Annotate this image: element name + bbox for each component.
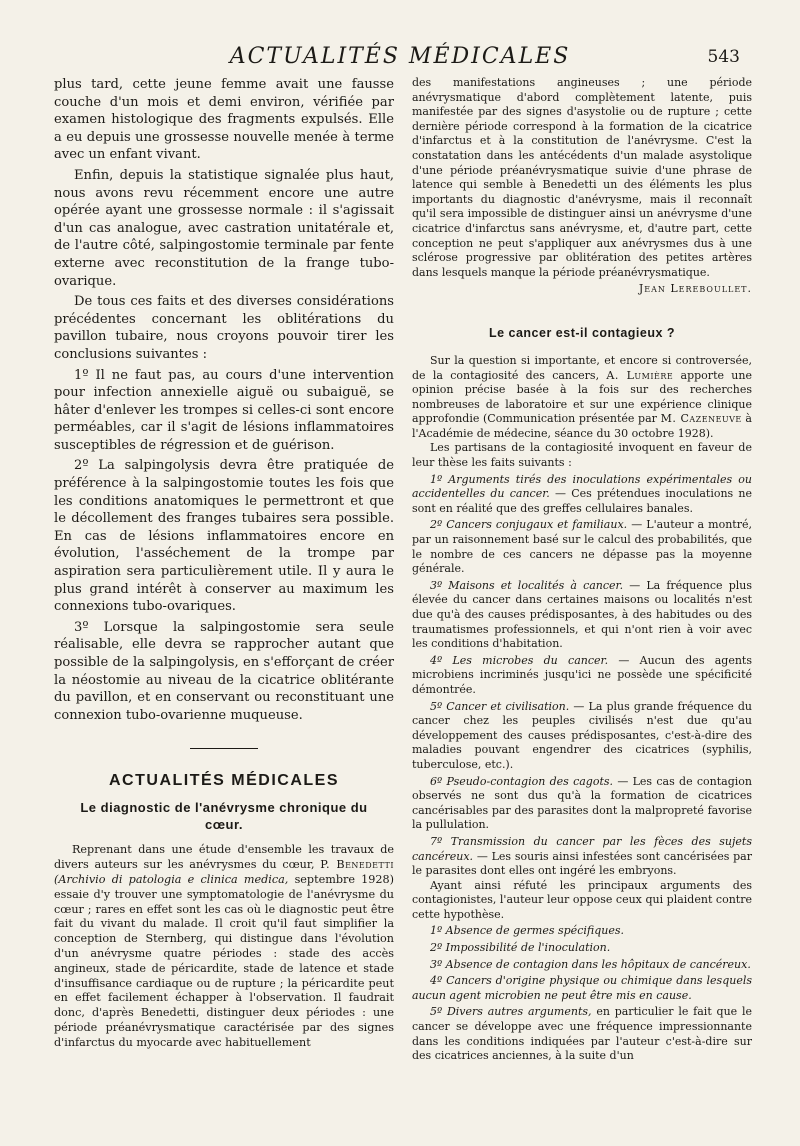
counter-argument-item [412,941,752,956]
counter-argument-title: 4º Cancers d'origine physique ou chimique dans lesquels aucun agent microbien ne peut être mis en cause. [412,974,752,1002]
argument-text: — La plus grande fréquence du cancer chez les peuples civilisés n'est due qu'au développement des causes prédisposantes, c'est-à-dire des maladies pouvant engendrer des cicatrices (syphilis, tuberculose, etc.). [412,699,753,771]
argument-text: — Ces prétendues inoculations ne sont en réalité que des greffes cellulaires banales. [412,487,753,515]
argument-item [412,835,752,879]
counter-argument-title: 3º Absence de contagion dans les hôpitaux de cancéreux. [430,957,751,971]
article-text: Reprenant dans une étude d'ensemble les travaux de divers auteurs sur les anévrysmes du cœur, [54,843,394,872]
article-text: apporte une opinion précise basée à la fois sur des recherches nombreuses de laboratoire et sur une expérience clinique approfondie (Communication présentée par [412,368,752,426]
counter-argument-title: 1º Absence de germes spécifiques. [430,924,624,938]
argument-title: 3º Maisons et localités à cancer. [430,578,624,592]
article-text: à l'Académie de médecine, séance du 30 octobre 1928). [412,412,752,440]
conclusion-2: 2º La salpingolysis devra être pratiquée de préférence à la salpingostomie toutes les fois que les conditions anatomiques le permettront et que le décollement des franges tubaires sera possible. En cas de lésions inflammatoires encore en évolution, l'asséchement de la trompe par aspiration sera particulièrement utile. Il y aura le plus grand intérêt à conserver au maximum les connexions tubo-ovariques. [54,458,394,615]
author-name: A. Lumière [606,368,674,382]
section-heading: ACTUALITÉS MÉDICALES [109,772,339,790]
right-column [412,76,752,1064]
argument-text: — La fréquence plus élevée du cancer dans certaines maisons ou localités n'est due qu'à des causes prédisposantes, à des habitudes ou des traumatismes professionnels, et qui n'ont rien à voir avec les conditions d'habitation. [412,578,752,651]
author-name: P. Benedetti [320,858,394,872]
argument-text: — Les souris ainsi infestées sont cancérisées par le parasites dont elles ont ingéré les embryons. [412,849,752,878]
article-title-cancer: Le cancer est-il contagieux ? [488,325,676,340]
partisans-paragraph: Les partisans de la contagiosité invoquent en faveur de leur thèse les faits suivants : [412,441,752,470]
section-divider [190,748,258,749]
argument-title: 4º Les microbes du cancer. [430,653,609,667]
article-text: Sur la question si importante, et encore si controversée, de la contagiosité des cancers, [412,353,752,382]
counter-argument-title: 5º Divers autres arguments, [430,1005,592,1019]
counter-argument-title: 2º Impossibilité de l'inoculation. [430,941,611,955]
continued-paragraph: plus tard, cette jeune femme avait une fausse couche d'un mois et demi environ, vérifiée par examen histologique des fragments expulsés. Elle a eu depuis une grossesse nouvelle menée à terme avec un enfant vivant. [54,77,394,163]
continued-paragraph-right: des manifestations angineuses ; une période anévrysmatique d'abord complètement latente, puis manifestée par des signes d'asystolie ou de rupture ; cette dernière période correspond à la formation de la cicatrice d'infarctus et à la constitution de l'anévrysme. C'est la constatation dans les antécédents d'un malade asystolique d'une période préanévrysmatique suivie d'une phrase de latence qui semble à Benedetti un des éléments les plus importants du diagnostic d'anévrysme, mais il reconnaît qu'il sera impossible de distinguer ainsi un anévrysme d'une cicatrice d'infarctus sans anévrysme, et, d'autre part, cette conception ne peut s'appliquer aux anévrysmes dus à une sclérose progressive par oblitération des petites artères dans lesquels manque la période préanévrysmatique. [412,76,752,279]
counter-argument-item [412,924,752,939]
argument-text: — Aucun des agents microbiens incriminés jusqu'ici ne possède une spécificité démontrée. [412,653,752,696]
author-signature: Jean Lereboullet. [638,282,752,296]
article-text: septembre 1928) essaie d'y trouver une symptomatologie de l'anévrysme du cœur ; rares en effet sont les cas où le diagnostic peut être fait du vivant du malade. Il croit qu'il faut simplifier la conception de Sternberg, qui distingue dans l'évolution d'un anévrysme quatre périodes : stade des accès angineux, stade de péricardite, stade de latence et stade d'insuffisance cardiaque ou de rupture ; la péricardite peut en effet facilement échapper à l'observation. Il faudrait donc, d'après Benedetti, distinguer deux périodes : une période préanévrysmatique caractérisée par des signes d'infarctus du myocarde avec habituellement [54,872,395,1049]
refutation-paragraph: Ayant ainsi réfuté les principaux arguments des contagionistes, l'auteur leur oppose ceux qui plaident contre cette hypothèse. [412,878,752,921]
argument-item [412,518,752,576]
conclusion-1: 1º Il ne faut pas, au cours d'une intervention pour infection annexielle aiguë ou subaiguë, se hâter d'enlever les trompes si celles-ci sont encore perméables, car il s'agit de lésions inflammatoires susceptibles de régression et de guérison. [54,367,394,453]
counter-argument-text: en particulier le fait que le cancer se développe avec une fréquence impressionnante dans les conditions indiquées par l'auteur c'est-à-dire sur des cicatrices anciennes, à la suite d'un [412,1005,752,1063]
counter-argument-item [412,974,752,1003]
argument-text: — L'auteur a montré, par un raisonnement basé sur le calcul des probabilités, que le nombre de ces cancers ne dépasse pas la moyenne générale. [412,518,752,576]
argument-title: 7º Transmission du cancer par les fèces des sujets cancéreux. [412,834,752,863]
argument-text: — Les cas de contagion observés ne sont dus qu'à la formation de cicatrices cancérisables par des parasites dont la malpropreté favorise la pullulation. [412,774,752,832]
argument-item [412,579,752,652]
argument-item [412,654,752,698]
argument-title: 5º Cancer et civilisation. [430,699,570,713]
argument-title: 2º Cancers conjugaux et familiaux. [430,518,628,532]
argument-title: 6º Pseudo-contagion des cagots. [430,774,614,788]
presenter-name: M. Cazeneuve [660,412,742,426]
counter-argument-item [412,958,752,973]
counter-argument-item [412,1005,752,1063]
article-paragraph-anevrysme [54,843,394,1050]
conclusion-3: 3º Lorsque la salpingostomie sera seule réalisable, elle devra se rapprocher autant que possible de la salpingolysis, en s'efforçant de créer la néostomie au niveau de la cicatrice oblitérante du pavillon, et en conservant ou reconstituant une connexion tubo-ovarienne muqueuse. [54,619,394,723]
page-number: 543 [707,47,740,67]
argument-item [412,775,752,833]
argument-item [412,473,752,517]
journal-source: (Archivio di patologia e clinica medica, [54,872,289,886]
argument-item [412,700,752,773]
left-column [54,76,394,1051]
argument-title: 1º Arguments tirés des inoculations expérimentales ou accidentelles du cancer. [412,472,752,501]
article-title-anevrysme: Le diagnostic de l'anévrysme chronique du cœur. [80,800,368,833]
cancer-intro-paragraph [412,354,752,442]
running-title: ACTUALITÉS MÉDICALES [229,44,571,69]
conclusions-intro: De tous ces faits et des diverses considérations précédentes concernant les oblitérations du pavillon tubaire, nous croyons pouvoir tirer les conclusions suivantes : [54,294,394,362]
statistics-paragraph: Enfin, depuis la statistique signalée plus haut, nous avons revu récemment encore une autre opérée ayant une grossesse normale : il s'agissait d'un cas analogue, avec castration unitatérale et, de l'autre côté, salpingostomie terminale par fente externe avec reconstitution de la frange tubo-ovarique. [54,167,394,289]
